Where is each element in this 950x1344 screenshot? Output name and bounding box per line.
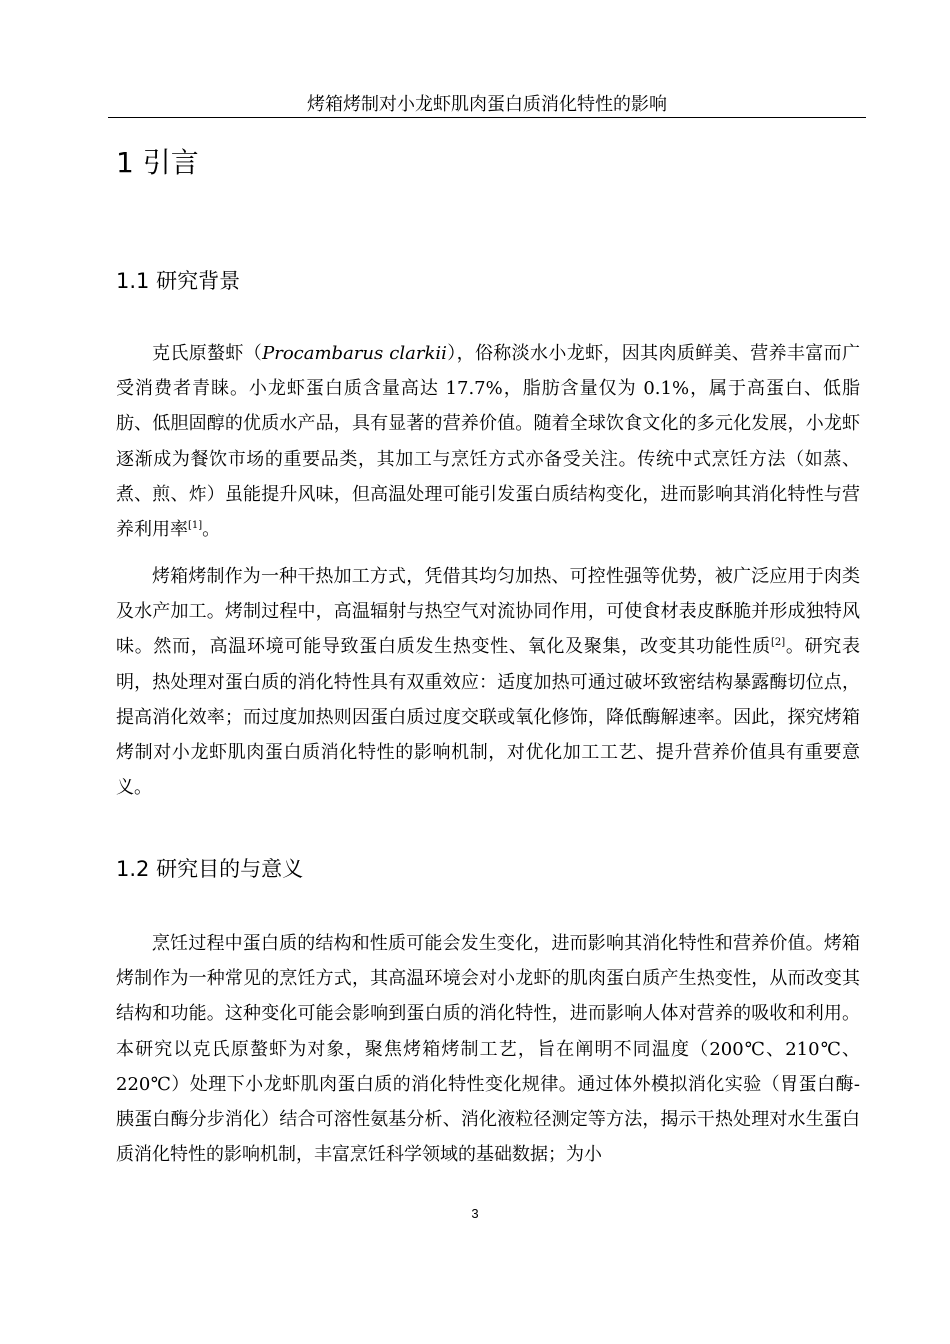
page-number: 3 <box>471 1206 479 1221</box>
citation-ref-1: [1] <box>188 520 203 532</box>
paragraph-background-2: 烤箱烤制作为一种干热加工方式，凭借其均匀加热、可控性强等优势，被广泛应用于肉类及水产加工。烤制过程中，高温辐射与热空气对流协同作用，可使食材表皮酥脆并形成独特风味。然而，高温环境可能导致蛋白质发生热变性、氧化及聚集，改变其功能性质[2]。研究表明，热处理对蛋白质的消化特性具有双重效应：适度加热可通过破坏致密结构暴露酶切位点，提高消化效率；而过度加热则因蛋白质过度交联或氧化修饰，降低酶解速率。因此，探究烤箱烤制对小龙虾肌肉蛋白质消化特性的影响机制，对优化加工工艺、提升营养价值具有重要意义。 <box>116 566 861 799</box>
citation-ref-2: [2] <box>770 637 786 649</box>
header-rule <box>108 117 866 118</box>
latin-species-name: Procambarus clarkii <box>262 343 447 364</box>
running-header-title: 烤箱烤制对小龙虾肌肉蛋白质消化特性的影响 <box>307 94 667 115</box>
paragraph-purpose-1: 烹饪过程中蛋白质的结构和性质可能会发生变化，进而影响其消化特性和营养价值。烤箱烤制作为一种常见的烹饪方式，其高温环境会对小龙虾的肌肉蛋白质产生热变性，从而改变其结构和功能。这种变化可能会影响到蛋白质的消化特性，进而影响人体对营养的吸收和利用。本研究以克氏原螯虾为对象，聚焦烤箱烤制工艺，旨在阐明不同温度（200℃、210℃、220℃）处理下小龙虾肌肉蛋白质的消化特性变化规律。通过体外模拟消化实验（胃蛋白酶-胰蛋白酶分步消化）结合可溶性氨基分析、消化液粒径测定等方法，揭示干热处理对水生蛋白质消化特性的影响机制，丰富烹饪科学领域的基础数据；为小 <box>116 933 860 1166</box>
paragraph-background-1: 克氏原螯虾（Procambarus clarkii），俗称淡水小龙虾，因其肉质鲜美、营养丰富而广受消费者青睐。小龙虾蛋白质含量高达 17.7%，脂肪含量仅为 0.1%，属于高蛋白、低脂肪、低胆固醇的优质水产品，具有显著的营养价值。随着全球饮食文化的多元化发展，小龙虾逐渐成为餐饮市场的重要品类，其加工与烹饪方式亦备受关注。传统中式烹饪方法（如蒸、煮、煎、炸）虽能提升风味，但高温处理可能引发蛋白质结构变化，进而影响其消化特性与营养利用率[1]。 <box>116 343 860 541</box>
subsection-heading-purpose: 1.2 研究目的与意义 <box>116 857 304 881</box>
subsection-heading-background: 1.1 研究背景 <box>116 269 241 293</box>
section-heading-introduction: 1 引言 <box>116 146 199 179</box>
